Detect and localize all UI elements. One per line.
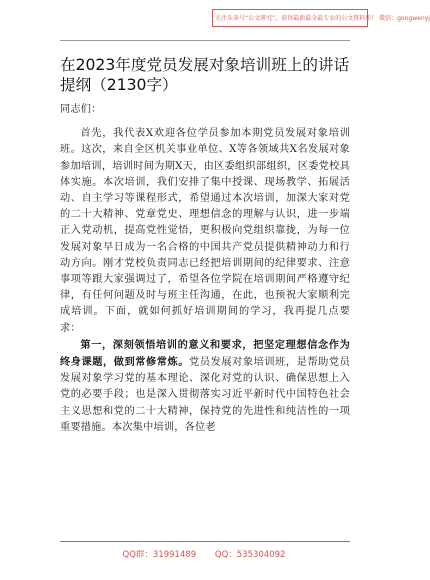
greeting: 同志们： — [60, 104, 102, 115]
header-banner: 关注头条号“公文研究”，获得最新最全最专业的公文资料库！ 微信：gongwenyj — [212, 9, 368, 27]
footer — [0, 548, 408, 560]
point-1-heading: 第一，深刻领悟培训的意义和要求，把坚定理想信念作为终身课题，做到常修常炼。 — [60, 338, 350, 369]
footer-divider — [60, 541, 350, 542]
point-1-body: 党员发展对象培训班，是帮助党员发展对象学习党的基本理论、深化对党的认识、确保思想上入党的必要手段；也是深入贯彻落实习近平新时代中国特色社会主义思想和党的二十大精神，保持党的先进性和纯洁性的一项重要措施。本次集中培训，各位老 — [60, 357, 351, 433]
footer-qq: QQ：535304092 — [214, 550, 286, 560]
footer-qq-group: QQ群：31991489 — [122, 550, 197, 560]
document-title: 在2023年度党员发展对象培训班上的讲话提纲（2130字） — [60, 56, 350, 94]
paragraph-intro: 首先，我代表X欢迎各位学员参加本期党员发展对象培训班。这次，来自全区机关事业单位、X等各领域共X名发展对象参加培训，培训时间为期X天，由区委组织部组织，区委党校具体实施。本次培训，我们安排了集中授课、现场教学、拓展活动、自主学习等课程形式，希望通过本次培训，加深大家对党的二十大精神、党章党史、理想信念的理解与认识，进一步端正入党动机，提高党性觉悟，更积极向党组织靠拢，为每一位发展对象早日成为一名合格的中国共产党员提供精神动力和行动方向。刚才党校负责同志已经把培训期间的纪律要求、注意事项等跟大家强调过了，希望各位学院在培训期间严格遵守纪律，有任何问题及时与班主任沟通，在此，也预祝大家顺利完成培训。下面，就如何抓好培训期间的学习，我再提几点要求： — [60, 128, 350, 334]
document-body — [60, 102, 350, 436]
header-divider — [60, 40, 350, 41]
paragraph-point-1 — [60, 337, 350, 436]
